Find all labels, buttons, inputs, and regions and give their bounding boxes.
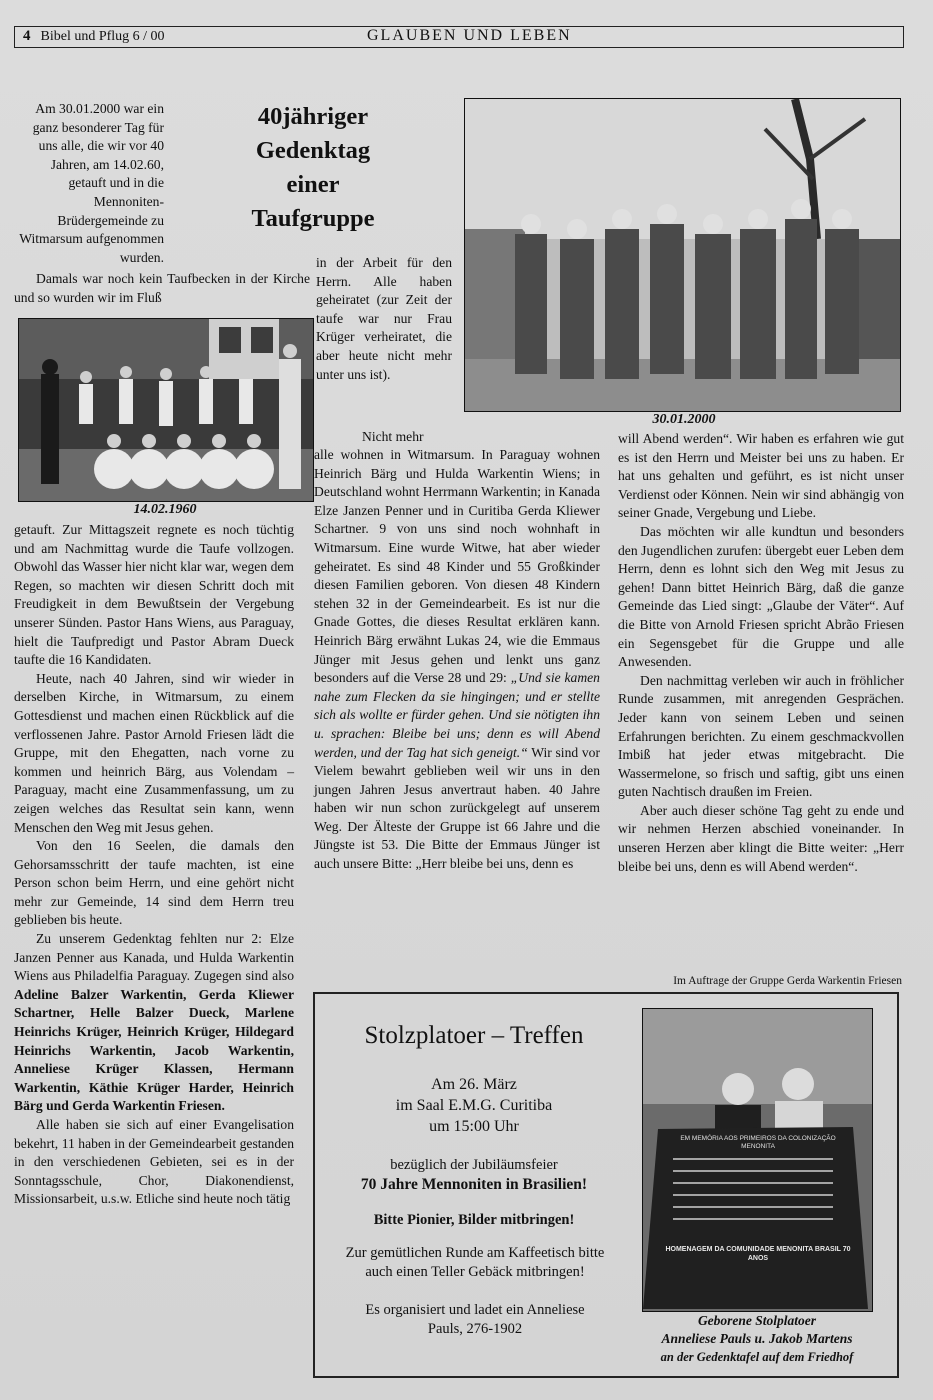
announcement-regarding: bezüglich der Jubiläumsfeier: [390, 1157, 558, 1173]
announcement-coffee: Zur gemütlichen Runde am Kaffeetisch bitte auch einen Teller Gebäck mitbringen!: [345, 1245, 605, 1280]
page-number: 4: [23, 28, 31, 44]
photo-1960-caption: 14.02.1960: [133, 502, 197, 517]
announcement-photos-request: Bitte Pionier, Bilder mitbringen!: [373, 1212, 575, 1228]
memorial-plaque-photo: [642, 1008, 873, 1312]
group-photo-2000: [464, 98, 901, 412]
plaque-inscription-bottom: HOMENAGEM DA COMUNIDADE MENONITA BRASIL 70 ANOS: [665, 1246, 851, 1262]
page-header: [14, 26, 904, 48]
intro-text: Am 30.01.2000 war ein ganz besonderer Tag für uns alle, die wir vor 40 Jahren, am 14.02.60, getauft und in die Mennoniten-Brüdergemeinde zu Witmarsum aufgenommen wurden.: [19, 101, 164, 265]
col3-body: will Abend werden“. Wir haben es erfahren wie gut es ist den Herrn und Meister bei uns zu haben. Er hat uns gehalten und geführt, es ist nicht unser Verdienst oder Können. Nein wir sind abhängig von seiner Gnade, Vergebung und Liebe. Das möchten wir alle kundtun und besonders den Jugendlichen zurufen: übergebt euer Leben dem Herrn, denn es lohnt sich den Weg mit Jesus zu gehen! Dann bittet Heinrich Bärg, daß die ganze Gemeinde das Lied singt: „Glaube der Väter“. Auf die Bitte von Arnold Friesen spricht Abrão Friesen ein Segensgebet für die Gruppe und alle Anwesenden. Den nachmittag verleben wir auch in fröhlicher Runde zusammen, mit anregenden Gesprächen. Jeder kann von seinem Leben und seinen Erfahrungen berichten. Zu einem geschmackvollen Imbiß hat jeder etwas mitgebracht. Die Wassermelone, so frisch und saftig, gibt uns einen guten Nachtisch draußen im Freien. Aber auch dieser schöne Tag geht zu ende und wir nehmen Herzen abschied voneinander. In unseren Herzen aber klingt die Bitte weiter: „Herr bleibe bei uns, denn es will Abend werden“.: [618, 431, 904, 874]
announcement-organizer: Es organisiert und ladet ein Anneliese Pauls, 276-1902: [365, 1302, 585, 1337]
announcement-box: [313, 992, 899, 1378]
emmaus-quote: „Und sie kamen nahe zum Flecken da sie hingingen; und er stellte sich als wollte er fürder gehen. Und sie nötigten ihn u. sprachen: Bleibe bei uns; denn es will Abend werden, und der Tag hat sich geneigt.“: [314, 670, 600, 760]
header-publication: 4 Bibel und Pflug 6 / 00: [23, 28, 165, 44]
col1-paragraph-2: Damals war noch kein Taufbecken in der Kirche und so wurden wir im Fluß: [14, 271, 310, 305]
article-signature: Im Auftrage der Gruppe Gerda Warkentin Friesen: [673, 975, 902, 987]
announcement-when-where: Am 26. März im Saal E.M.G. Curitiba um 15:00 Uhr: [395, 1076, 553, 1135]
section-title: GLAUBEN UND LEBEN: [367, 27, 572, 44]
col2-nicht-mehr: Nicht mehr: [362, 429, 424, 444]
baptism-photo-1960: [18, 318, 314, 502]
col2-body: alle wohnen in Witmarsum. In Paraguay wohnen Heinrich Bärg und Hulda Warkentin Wiens; in Deutschland wohnt Herrmann Warkentin; in Kanada Elze Janzen Penner und in Curitiba Gerda Kliewer Schartner. 9 von uns sind noch wohnhaft in Witmarsum. Eine wurde Witwe, hat aber wieder geheiratet. Es sind 48 Kinder und 55 Großkinder diesen Familien geboren. Von diesen 48 Kindern stehen 32 in der Gemeindearbeit. Es ist nur die Gnade Gottes, die dieses Resultat erklären kann. Heinrich Bärg erwähnt Lukas 24, wie die Emmaus Jünger mit Jesus gehen und lenkt uns ganz besonders auf die Verse 28 und 29: „Und sie kamen nahe zum Flecken da sie hingingen; und er stellte sich als wollte er fürder gehen. Und sie nötigten ihn u. sprachen: Bleibe bei uns; denn es will Abend werden, und der Tag hat sich geneigt.“ Wir sind vor Vielem bewahrt geblieben weil wir uns in den jungen Jahren Jesus anvertraut haben. 40 Jahre haben wir nun schon zurückgelegt auf unserem Weg. Der Älteste der Gruppe ist 66 Jahre und die Jüngste ist 53. Die Bitte der Emmaus Jünger ist auch unsere Bitte: „Herr bleibe bei uns, denn es: [314, 447, 600, 872]
col1-body: getauft. Zur Mittagszeit regnete es noch tüchtig und am Nachmittag wurde die Taufe vollzogen. Obwohl das Wasser hier nicht klar war, wegen dem Regen, so machten wir diesen Schritt doch mit Freudigkeit in dem Bewußtsein der Vergebung unserer Sünden. Pastor Hans Wiens, aus Paraguay, hielt die Taufpredigt und Pastor Abram Dueck taufte die 16 Kandidaten. Heute, nach 40 Jahren, sind wir wieder in derselben Kirche, in Witmarsum, zu einem Gottesdienst und machen einen Rückblick auf die verflossenen Jahre. Pastor Arnold Friesen lädt die Gruppe, mit den Ehegatten, nach vorne zu kommen und heinrich Bärg, aus Volendam – Paraguay, macht eine Zusammenfassung, um zu zeigen welches das Resultat sein kann, wenn Menschen den Weg mit Jesus gehen. Von den 16 Seelen, die damals den Gehorsamsschritt der taufe machten, ist eine Person schon beim Herrn, und eine gehört nicht mehr zur Gemeinde, 14 sind dem Herrn treu geblieben bis heute. Zu unserem Gedenktag fehlten nur 2: Elze Janzen Penner aus Kanada, und Hulda Warkentin Wiens aus Philadelfia Paraguay. Zugegen sind also Adeline Balzer Warkentin, Gerda Kliewer Schartner, Helle Balzer Dueck, Marlene Heinrichs Krüger, Heinrich Krüger, Hildegard Heinrichs Warkentin, Jacob Warkentin, Anneliese Krüger Klassen, Hermann Warkentin, Käthie Krüger Harder, Heinrich Bärg und Gerda Warkentin Friesen. Alle haben sie sich auf einer Evangelisation bekehrt, 11 haben in der Gemeindearbeit gestanden in den verschiedenen Gebieten, sei es in der Sonntagsschule, Chor, Diakonendienst, Missionsarbeit, u.s.w. Etliche sind heute noch tätig: [14, 522, 294, 1207]
announcement-event: 70 Jahre Mennoniten in Brasilien!: [360, 1176, 588, 1193]
col2-narrow: in der Arbeit für den Herrn. Alle haben geheiratet (zur Zeit der taufe war nur Frau Krüger verheiratet, die aber heute nicht mehr unter uns ist).: [316, 255, 452, 382]
announcement-title: Stolzplatoer – Treffen: [364, 1022, 584, 1049]
photo-2000-caption: 30.01.2000: [652, 412, 716, 427]
article-headline: 40jähriger Gedenktag einer Taufgruppe: [251, 103, 375, 232]
plaque-inscription-top: EM MEMÓRIA AOS PRIMEIROS DA COLONIZAÇÃO MENONITA: [680, 1135, 836, 1150]
memorial-photo-caption: Geborene Stolplatoer Anneliese Pauls u. Jakob Martens an der Gedenktafel auf dem Friedhof: [660, 1313, 854, 1364]
